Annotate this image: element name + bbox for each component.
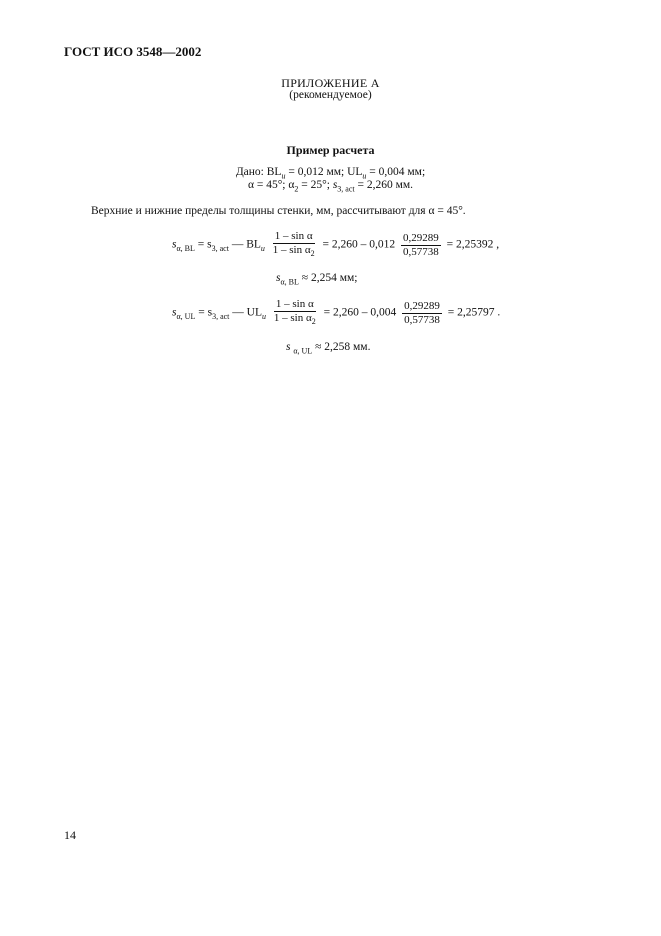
given-line-1: Дано: $BL_u = 0,012$ мм; $UL_u = 0,004$ мм;	[235, 166, 426, 181]
appendix-title: ПРИЛОЖЕНИЕ А	[281, 76, 380, 90]
document-header: ГОСТ ИСО 3548—2002	[64, 44, 202, 59]
given-line-2: α = 45°; $\alpha_2 = 25^\circ$; $s_{3, act} = 2,260$ мм.	[247, 179, 414, 194]
res2-value: ≈ 2,258 мм.	[312, 341, 371, 353]
eq1-result: = 2,25392 ,	[446, 238, 500, 251]
fraction-numeric: $\frac{0,29289}{0,57738}$	[403, 231, 439, 258]
given-bl-value: = 0,012 мм;	[285, 166, 345, 178]
given-alpha2-value: = 25°;	[298, 179, 330, 191]
given-s3-value: = 2,260 мм.	[354, 179, 414, 191]
given-alpha-value: α = 45°;	[247, 179, 286, 191]
page-number: 14	[64, 828, 76, 842]
eq1-rhs: = 2,260 – 0,012	[322, 238, 396, 251]
result-lower-limit: $s_{\alpha, BL} \approx 2,254$ мм;	[276, 272, 358, 287]
equation-lower-limit: $s_{\alpha, BL} = s_{3, act}$ — $BL_u$ $\frac{\text{1 – sin α}}{1 - \sin \alpha_2}$ = 2,260 – 0,012 $\frac{0,29289}{0,57738}$ = 2,25392 ,	[172, 230, 500, 259]
res1-value: ≈ 2,254 мм;	[298, 272, 358, 284]
intro-paragraph: Верхние и нижние пределы толщины стенки, мм, рассчитывают для α = 45°.	[91, 205, 466, 217]
eq2-result: = 2,25797 .	[447, 306, 501, 319]
section-title: Пример расчета	[286, 143, 375, 157]
result-upper-limit: s $_{\alpha, UL}$ ≈ 2,258 мм.	[286, 341, 371, 356]
fraction-numeric: $\frac{0,29289}{0,57738}$	[404, 299, 440, 326]
given-label: Дано:	[235, 166, 264, 178]
eq2-rhs: = 2,260 – 0,004	[323, 306, 397, 319]
given-ul-value: = 0,004 мм;	[366, 166, 426, 178]
appendix-subtitle: (рекомендуемое)	[289, 89, 372, 101]
fraction-sin: $\frac{\text{1 – sin α}}{1 - \sin \alpha_2}$	[272, 230, 315, 259]
fraction-sin: $\frac{\text{1 – sin α}}{1 - \sin \alpha_2}$	[273, 298, 316, 327]
equation-upper-limit: $s_{\alpha, UL} = s_{3, act}$ — $UL_u$ $\frac{\text{1 – sin α}}{1 - \sin \alpha_2}$ = 2,260 – 0,004 $\frac{0,29289}{0,57738}$ = 2,25797 .	[172, 298, 501, 327]
